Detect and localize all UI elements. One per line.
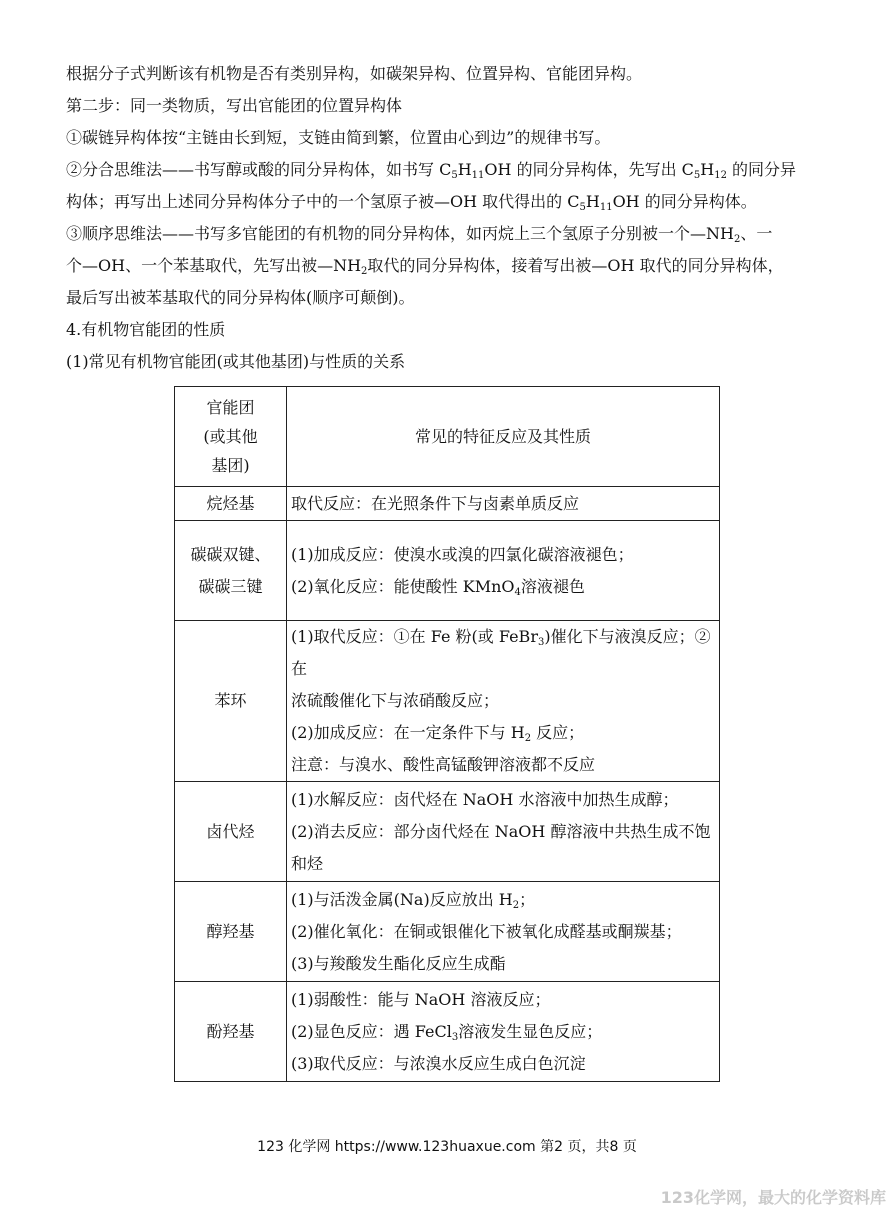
property-cell: 取代反应：在光照条件下与卤素单质反应 bbox=[287, 487, 720, 521]
property-line: (2)消去反应：部分卤代烃在 NaOH 醇溶液中共热生成不饱 bbox=[291, 821, 711, 841]
header-group-cell bbox=[175, 387, 287, 487]
header-group-line: (或其他 bbox=[203, 427, 258, 446]
property-line: (2)氧化反应：能使酸性 KMnO$_4$溶液褪色 bbox=[291, 576, 585, 598]
property-line: (2)催化氧化：在铜或银催化下被氧化成醛基或酮羰基； bbox=[291, 921, 682, 941]
table-header-row bbox=[175, 387, 720, 487]
property-line: (1)与活泼金属(Na)反应放出 $H_2$； bbox=[291, 889, 536, 911]
paragraph-step-two: 第二步：同一类物质，写出官能团的位置异构体 bbox=[66, 96, 403, 115]
property-line: (2)加成反应：在一定条件下与 $H_2$ 反应； bbox=[291, 723, 585, 744]
group-line: 碳碳双键、 bbox=[190, 544, 271, 564]
table-row bbox=[175, 882, 720, 982]
table-row bbox=[175, 487, 720, 521]
group-cell bbox=[175, 521, 287, 621]
property-line: (1)弱酸性：能与 NaOH 溶液反应； bbox=[291, 989, 551, 1009]
property-line: 浓硫酸催化下与浓硝酸反应； bbox=[291, 691, 500, 710]
paragraph-sequence-1: ③顺序思维法——书写多官能团的有机物的同分异构体，如丙烷上三个氢原子分别被一个$—NH_2$、一 bbox=[66, 224, 773, 245]
table-caption: (1)常见有机物官能团(或其他基团)与性质的关系 bbox=[66, 352, 406, 371]
paragraph-split-merge-1: ②分合思维法——书写醇或酸的同分异构体，如书写 $C_5H_{11}OH$ 的同分异构体，先写出 $C_5H_{12}$ 的同分异 bbox=[66, 160, 797, 181]
group-cell: 醇羟基 bbox=[175, 882, 287, 982]
property-line: (1)加成反应：使溴水或溴的四氯化碳溶液褪色； bbox=[291, 544, 634, 564]
site-watermark: 123化学网，最大的化学资料库 bbox=[660, 1188, 886, 1207]
property-cell bbox=[287, 521, 720, 621]
table-row bbox=[175, 621, 720, 782]
paragraph-split-merge-2: 构体；再写出上述同分异构体分子中的一个氢原子被—OH 取代得出的 $C_5H_{11}OH$ 的同分异构体。 bbox=[66, 192, 757, 213]
property-line: (3)与羧酸发生酯化反应生成酯 bbox=[291, 953, 506, 973]
property-line: 注意：与溴水、酸性高锰酸钾溶液都不反应 bbox=[291, 755, 596, 774]
property-line: (1)取代反应：①在 Fe 粉(或 FeBr$_3$)催化下与液溴反应；②在 bbox=[291, 627, 711, 678]
paragraph-1: 根据分子式判断该有机物是否有类别异构，如碳架异构、位置异构、官能团异构。 bbox=[66, 64, 643, 83]
group-cell: 酚羟基 bbox=[175, 982, 287, 1082]
paragraph-sequence-2: 个—OH、一个苯基取代，先写出被$—NH_2$取代的同分异构体，接着写出被—OH 取代的同分异构体， bbox=[66, 256, 784, 277]
header-property-cell: 常见的特征反应及其性质 bbox=[287, 387, 720, 487]
group-line: 碳碳三键 bbox=[198, 576, 263, 596]
property-cell bbox=[287, 982, 720, 1082]
property-line: (1)水解反应：卤代烃在 NaOH 水溶液中加热生成醇； bbox=[291, 789, 679, 809]
property-cell bbox=[287, 782, 720, 882]
header-group-line: 官能团 bbox=[206, 398, 255, 417]
paragraph-sequence-3: 最后写出被苯基取代的同分异构体(顺序可颠倒)。 bbox=[66, 288, 415, 307]
group-cell: 卤代烃 bbox=[175, 782, 287, 882]
property-cell bbox=[287, 882, 720, 982]
property-line: (2)显色反应：遇 FeCl$_3$溶液发生显色反应； bbox=[291, 1021, 603, 1043]
page-footer: 123 化学网 https://www.123huaxue.com 第2 页，共8 页 bbox=[257, 1139, 637, 1155]
property-line: (3)取代反应：与浓溴水反应生成白色沉淀 bbox=[291, 1053, 586, 1073]
table-row bbox=[175, 521, 720, 621]
table-row bbox=[175, 982, 720, 1082]
property-cell bbox=[287, 621, 720, 782]
table-row bbox=[175, 782, 720, 882]
section-heading: 4.有机物官能团的性质 bbox=[66, 320, 226, 339]
group-cell: 苯环 bbox=[175, 621, 287, 782]
header-group-line: 基团) bbox=[211, 456, 250, 475]
functional-group-table bbox=[174, 386, 720, 1082]
paragraph-carbon-chain: ①碳链异构体按“主链由长到短，支链由简到繁，位置由心到边”的规律书写。 bbox=[66, 128, 611, 147]
property-line: 和烃 bbox=[291, 853, 324, 873]
group-cell: 烷烃基 bbox=[175, 487, 287, 521]
